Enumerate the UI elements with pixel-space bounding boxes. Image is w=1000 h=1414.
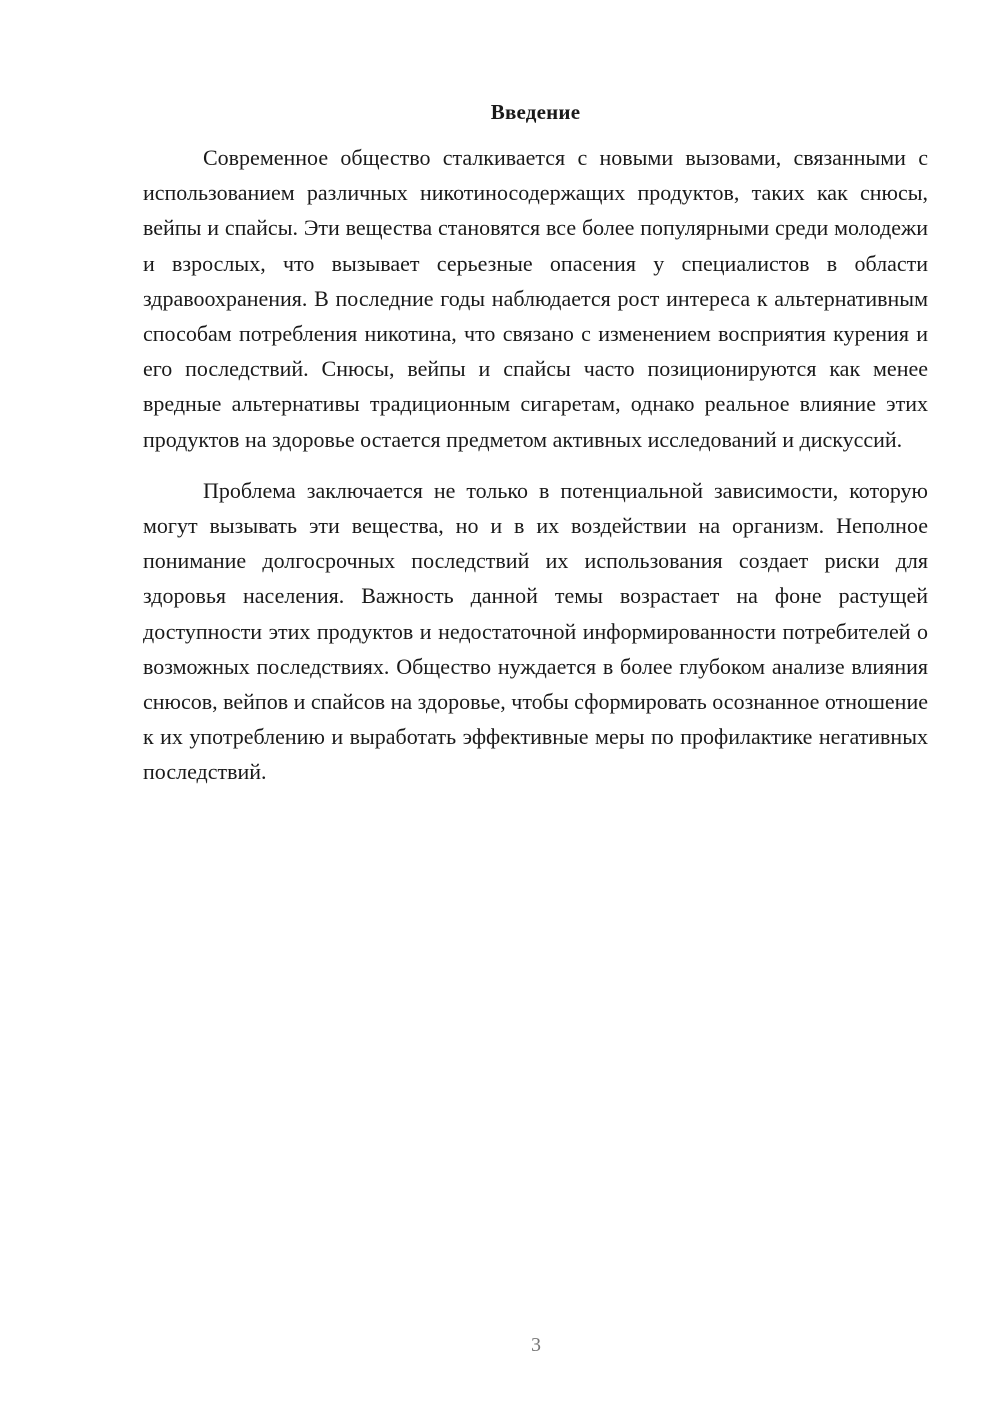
- paragraph-2: Проблема заключается не только в потенциальной зависимости, которую могут вызывать эти вещества, но и в их воздействии на организм. Неполное понимание долгосрочных последствий их использования создает риски для здоровья населения. Важность данной темы возрастает на фоне растущей доступности этих продуктов и недостаточной информированности потребителей о возможных последствиях. Общество нуждается в более глубоком анализе влияния снюсов, вейпов и спайсов на здоровье, чтобы сформировать осознанное отношение к их употреблению и выработать эффективные меры по профилактике негативных последствий.: [143, 477, 928, 785]
- section-title: Введение: [490, 100, 581, 124]
- paragraph-1: Современное общество сталкивается с новыми вызовами, связанными с использованием различных никотиносодержащих продуктов, таких как снюсы, вейпы и спайсы. Эти вещества становятся все более популярными среди молодежи и взрослых, что вызывает серьезные опасения у специалистов в области здравоохранения. В последние годы наблюдается рост интереса к альтернативным способам потребления никотина, что связано с изменением восприятия курения и его последствий. Снюсы, вейпы и спайсы часто позиционируются как менее вредные альтернативы традиционным сигаретам, однако реальное влияние этих продуктов на здоровье остается предметом активных исследований и дискуссий.: [143, 145, 928, 452]
- page-number: 3: [531, 1334, 541, 1356]
- document-page: [143, 96, 928, 790]
